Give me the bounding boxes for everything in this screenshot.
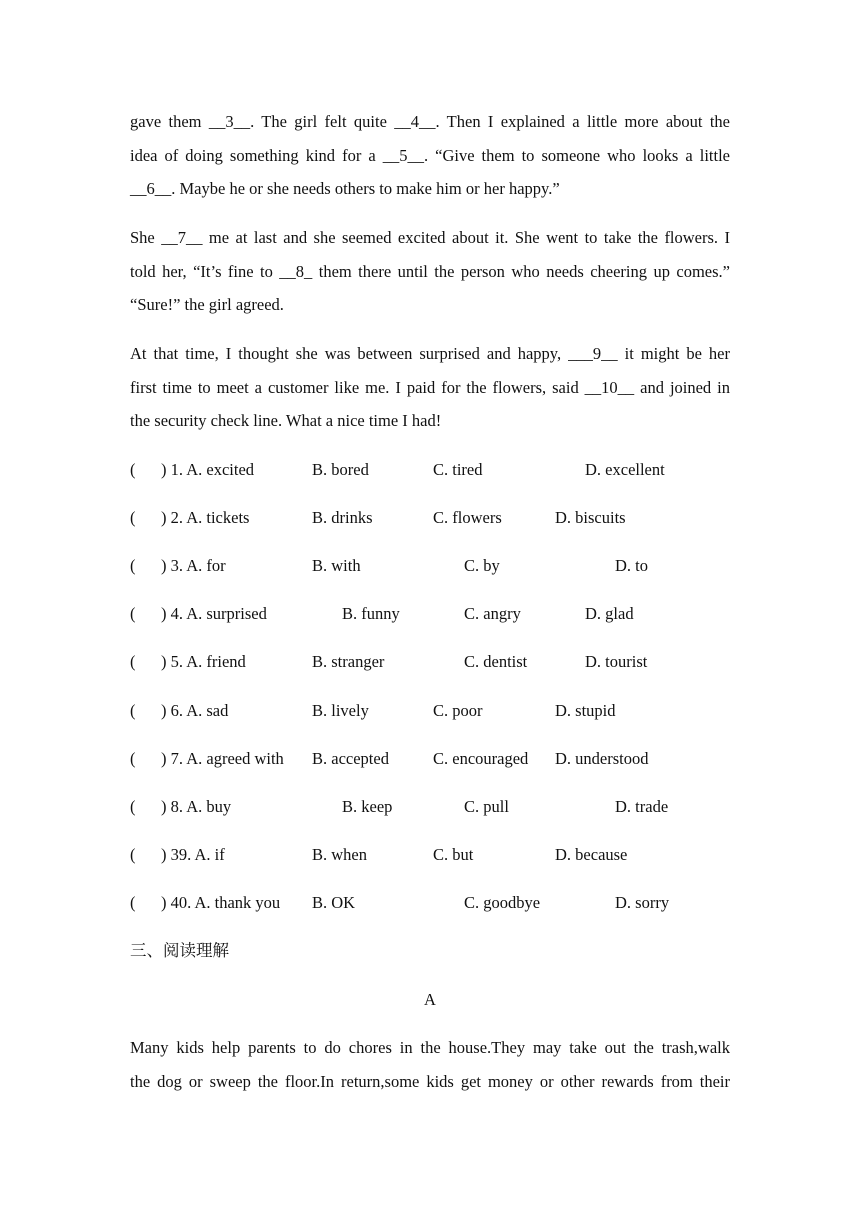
question-option-c: C. pull [464,797,509,816]
answer-bracket[interactable]: ( [130,508,136,527]
question-option-b: B. accepted [312,749,389,768]
text-line: __6__. Maybe he or she needs others to make him or her happy.” [130,179,560,198]
passage-letter: A [424,990,436,1009]
question-option-b: B. bored [312,460,369,479]
text-line: Many kids help parents to do chores in the house.They may take out the trash,walk [130,1038,730,1057]
question-option-a: ) 40. A. thank you [161,893,281,912]
question-option-d: D. biscuits [555,508,626,527]
question-option-b: B. lively [312,701,369,720]
question-option-a: ) 3. A. for [161,556,226,575]
answer-bracket[interactable]: ( [130,652,136,671]
answer-bracket[interactable]: ( [130,701,136,720]
answer-bracket[interactable]: ( [130,749,136,768]
question-row-4 [0,602,860,626]
text-line: told her, “It’s fine to __8_ them there until the person who needs cheering up comes.” [130,261,730,281]
answer-bracket[interactable]: ( [130,845,136,864]
answer-bracket[interactable]: ( [130,460,136,479]
question-row-3 [0,554,860,578]
question-option-c: C. angry [464,604,521,623]
answer-bracket[interactable]: ( [130,797,136,816]
question-option-b: B. funny [342,604,400,623]
section-title: 三、阅读理解 [130,941,229,960]
question-option-a: ) 39. A. if [161,845,225,864]
question-option-d: D. trade [615,797,669,816]
question-option-d: D. because [555,845,628,864]
question-option-c: C. encouraged [433,749,529,768]
question-row-8 [0,795,860,819]
question-option-a: ) 4. A. surprised [161,604,267,623]
story-paragraph-1 [130,105,730,206]
question-option-a: ) 8. A. buy [161,797,232,816]
reading-paragraph [130,1031,730,1098]
question-option-d: D. excellent [585,460,665,479]
question-option-c: C. dentist [464,652,528,671]
question-row-9 [0,843,860,867]
story-paragraph-2 [130,221,730,322]
answer-bracket[interactable]: ( [130,556,136,575]
question-option-d: D. understood [555,749,649,768]
question-option-c: C. goodbye [464,893,541,912]
question-row-7 [0,747,860,771]
question-option-b: B. drinks [312,508,373,527]
question-option-b: B. OK [312,893,356,912]
answer-bracket[interactable]: ( [130,893,136,912]
question-option-c: C. by [464,556,500,575]
question-option-a: ) 5. A. friend [161,652,246,671]
text-line: the dog or sweep the floor.In return,some kids get money or other rewards from their [130,1071,730,1091]
text-line: At that time, I thought she was between surprised and happy, ___9__ it might be her [130,344,730,363]
question-option-d: D. sorry [615,893,670,912]
answer-bracket[interactable]: ( [130,604,136,623]
question-option-b: B. with [312,556,361,575]
question-option-b: B. keep [342,797,393,816]
question-row-6 [0,699,860,723]
story-paragraph-3 [130,337,730,438]
question-row-5 [0,650,860,674]
text-line: “Sure!” the girl agreed. [130,295,284,314]
question-option-c: C. poor [433,701,483,720]
question-option-d: D. tourist [585,652,648,671]
question-row-2 [0,506,860,530]
question-option-d: D. glad [585,604,634,623]
question-option-a: ) 6. A. sad [161,701,229,720]
question-option-a: ) 1. A. excited [161,460,255,479]
question-option-c: C. but [433,845,474,864]
question-option-c: C. tired [433,460,483,479]
text-line: the security check line. What a nice time I had! [130,411,442,430]
question-row-10 [0,891,860,915]
text-line: gave them __3__. The girl felt quite __4__. Then I explained a little more about the [130,112,730,131]
question-option-a: ) 7. A. agreed with [161,749,284,768]
text-line: idea of doing something kind for a __5__. “Give them to someone who looks a little [130,145,730,165]
question-option-d: D. to [615,556,648,575]
question-option-a: ) 2. A. tickets [161,508,250,527]
question-option-b: B. when [312,845,367,864]
question-option-b: B. stranger [312,652,385,671]
question-row-1 [0,458,860,482]
question-option-c: C. flowers [433,508,502,527]
text-line: first time to meet a customer like me. I paid for the flowers, said __10__ and joined in [130,377,730,397]
question-option-d: D. stupid [555,701,616,720]
text-line: She __7__ me at last and she seemed excited about it. She went to take the flowers. I [130,228,730,247]
